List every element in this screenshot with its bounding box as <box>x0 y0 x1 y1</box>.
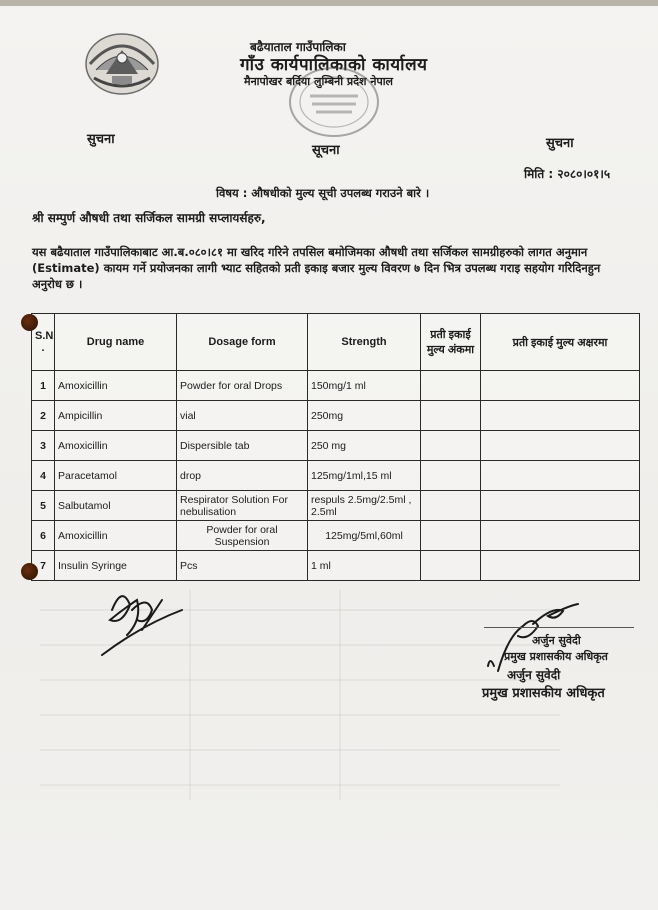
header-drug-name: Drug name <box>55 314 177 371</box>
cell-price-words <box>481 371 640 401</box>
cell-price-words <box>481 401 640 431</box>
cell-drug: Ampicillin <box>55 401 177 431</box>
cell-dosage: Respirator Solution For nebulisation <box>177 491 308 521</box>
cell-dosage: Powder for oral Drops <box>177 371 308 401</box>
government-emblem-icon <box>82 30 162 96</box>
stamp-signatory-title: प्रमुख प्रशासकीय अधिकृत <box>482 686 605 701</box>
header-dosage-form: Dosage form <box>177 314 308 371</box>
office-address: मैनापोखर बर्दिया लुम्बिनी प्रदेश नेपाल <box>244 75 394 88</box>
cell-price-figure <box>421 491 481 521</box>
signatory-name: अर्जुन सुवेदी <box>532 634 581 647</box>
cell-sn: 1 <box>32 371 55 401</box>
cell-sn: 2 <box>32 401 55 431</box>
header-unit-price-figure: प्रती इकाई मुल्य अंकमा <box>421 314 481 371</box>
table-row <box>32 551 640 581</box>
header-sn: S.N . <box>32 314 55 371</box>
letter-salutation: श्री सम्पुर्ण औषधी तथा सर्जिकल सामग्री सप्लायर्सहरु, <box>32 211 266 225</box>
cell-price-figure <box>421 461 481 491</box>
cell-price-figure <box>421 521 481 551</box>
cell-drug: Amoxicillin <box>55 521 177 551</box>
letter-body: यस बढैयाताल गाउँपालिकाबाट आ.ब.०८०।८१ मा खरिद गरिने तपसिल बमोजिमका औषधी तथा सर्जिकल सामग्रीहरुको लागत अनुमान (Estimate) कायम गर्ने प्रयोजनका लागी भ्याट सहितको प्रती इकाइ बजार मुल्य विवरण ७ दिन भित्र उपलब्ध गराइ सहयोग गरिदिनहुन अनुरोध छ । <box>32 245 601 291</box>
cell-sn: 7 <box>32 551 55 581</box>
cell-strength: 250mg <box>308 401 421 431</box>
cell-price-words <box>481 551 640 581</box>
cell-price-figure <box>421 551 481 581</box>
header-strength: Strength <box>308 314 421 371</box>
signature-line <box>484 627 634 628</box>
cell-strength: respuls 2.5mg/2.5ml , 2.5ml <box>308 491 421 521</box>
cell-sn: 6 <box>32 521 55 551</box>
punch-hole-icon <box>21 563 38 580</box>
cell-price-words <box>481 431 640 461</box>
cell-price-figure <box>421 431 481 461</box>
cell-drug: Amoxicillin <box>55 371 177 401</box>
notice-heading-center: सूचना <box>312 143 340 158</box>
table-row <box>32 461 640 491</box>
cell-sn: 3 <box>32 431 55 461</box>
cell-strength: 250 mg <box>308 431 421 461</box>
cell-dosage: drop <box>177 461 308 491</box>
table-row <box>32 431 640 461</box>
cell-strength: 1 ml <box>308 551 421 581</box>
signatory-title: प्रमुख प्रशासकीय अधिकृत <box>504 650 608 663</box>
notice-heading-left: सुचना <box>87 132 115 147</box>
cell-dosage: vial <box>177 401 308 431</box>
cell-strength: 150mg/1 ml <box>308 371 421 401</box>
cell-dosage: Pcs <box>177 551 308 581</box>
top-edge-shadow <box>0 0 658 6</box>
cell-sn: 4 <box>32 461 55 491</box>
table-row <box>32 491 640 521</box>
cell-price-words <box>481 491 640 521</box>
notice-heading-right: सुचना <box>546 136 574 151</box>
municipality-name: बढैयाताल गाउँपालिका <box>250 40 346 54</box>
cell-drug: Paracetamol <box>55 461 177 491</box>
cell-sn: 5 <box>32 491 55 521</box>
cell-price-words <box>481 461 640 491</box>
cell-price-figure <box>421 401 481 431</box>
letter-subject: विषय : औषधीको मुल्य सूची उपलब्ध गराउने बारे । <box>216 186 430 200</box>
table-row <box>32 521 640 551</box>
office-name: गाँउ कार्यपालिकाको कार्यालय <box>240 55 428 75</box>
letter-date: मिति : २०८०।०१।५ <box>524 167 611 181</box>
left-signature-icon <box>92 580 192 660</box>
cell-strength: 125mg/1ml,15 ml <box>308 461 421 491</box>
cell-dosage: Powder for oral Suspension <box>177 521 308 551</box>
cell-price-figure <box>421 371 481 401</box>
table-row <box>32 401 640 431</box>
cell-drug: Amoxicillin <box>55 431 177 461</box>
cell-price-words <box>481 521 640 551</box>
stamp-signatory-name: अर्जुन सुवेदी <box>507 668 561 682</box>
table-header-row <box>32 314 640 371</box>
cell-drug: Insulin Syringe <box>55 551 177 581</box>
header-unit-price-words: प्रती इकाई मुल्य अक्षरमा <box>481 314 640 371</box>
cell-strength: 125mg/5ml,60ml <box>308 521 421 551</box>
drug-price-table <box>31 313 640 581</box>
cell-drug: Salbutamol <box>55 491 177 521</box>
table-row <box>32 371 640 401</box>
office-stamp-icon <box>284 62 384 142</box>
punch-hole-icon <box>21 314 38 331</box>
cell-dosage: Dispersible tab <box>177 431 308 461</box>
